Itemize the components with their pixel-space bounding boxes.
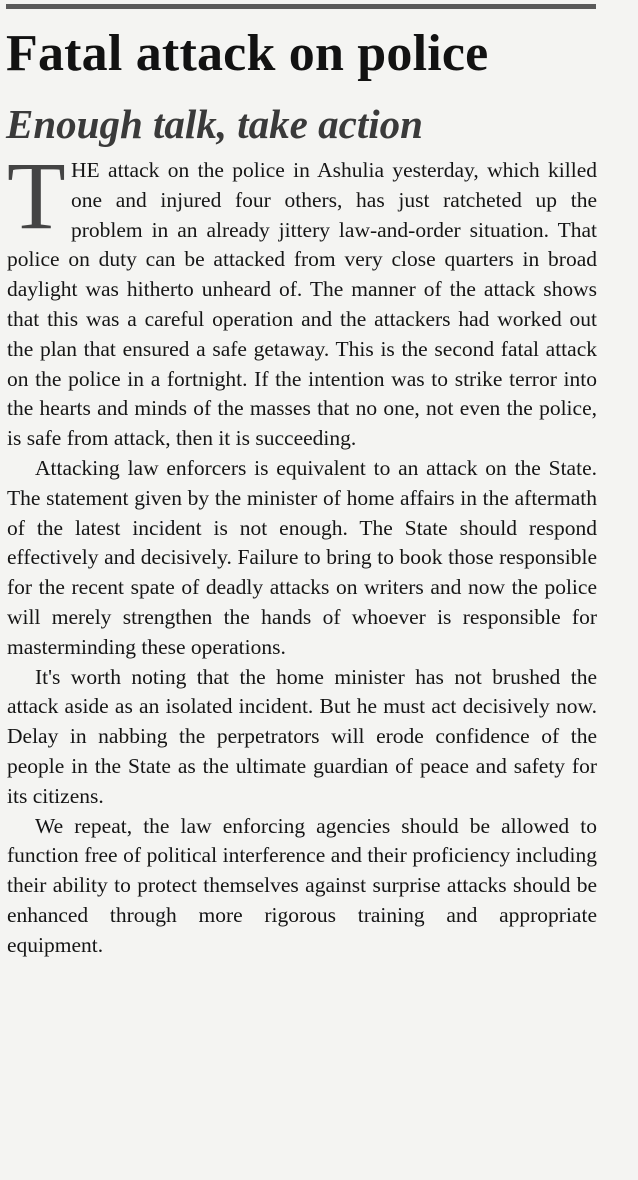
subheadline: Enough talk, take action <box>6 101 423 147</box>
headline: Fatal attack on police <box>6 25 489 82</box>
article-body <box>7 142 597 961</box>
paragraph-1-text: HE attack on the police in Ashulia yesterday, which killed one and injured four others, has just ratcheted up the problem in an already jittery law-and-order situation. That police on duty can be attacked from very close quarters in broad daylight was hitherto unheard of. The manner of the attack shows that this was a careful operation and the attackers had worked out the plan that ensured a safe getaway. This is the second fatal attack on the police in a fortnight. If the intention was to strike terror into the hearts and minds of the masses that no one, not even the police, is safe from attack, then it is succeeding. <box>7 158 597 451</box>
paragraph-4: We repeat, the law enforcing agencies should be allowed to function free of political interference and their proficiency including their ability to protect themselves against surprise attacks should be enhanced through more rigorous training and appropriate equipment. <box>7 813 597 957</box>
paragraph-1 <box>7 142 597 454</box>
paragraph-3: It's worth noting that the home minister has not brushed the attack aside as an isolated incident. But he must act decisively now. Delay in nabbing the perpetrators will erode confidence of the people in the State as the ultimate guardian of peace and safety for its citizens. <box>7 664 597 808</box>
top-rule-divider <box>6 4 596 9</box>
paragraph-2: Attacking law enforcers is equivalent to an attack on the State. The statement given by the minister of home affairs in the aftermath of the latest incident is not enough. The State should respond effectively and decisively. Failure to bring to book those responsible for the recent spate of deadly attacks on writers and now the police will merely strengthen the hands of whoever is responsible for masterminding these operations. <box>7 455 597 659</box>
drop-cap: T <box>7 142 66 249</box>
